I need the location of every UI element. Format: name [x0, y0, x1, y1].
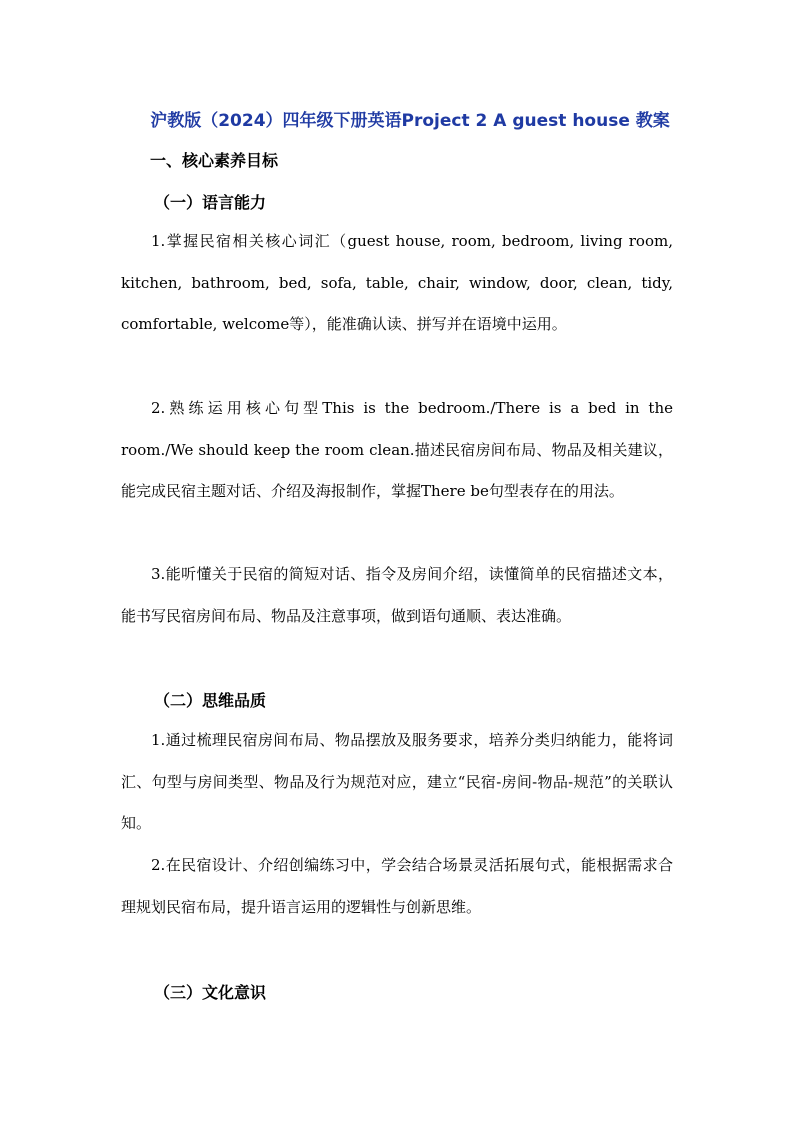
- subsection-heading-language: （一）语言能力: [154, 193, 267, 212]
- paragraph-thinking-1: 1.通过梳理民宿房间布局、物品摆放及服务要求，培养分类归纳能力，能将词汇、句型与房间类型、物品及行为规范对应，建立“民宿-房间-物品-规范”的关联认知。: [121, 731, 673, 832]
- subsection-heading-culture: （三）文化意识: [154, 983, 267, 1002]
- paragraph-language-2: 2.熟练运用核心句型This is the bedroom./There is a bed in the room./We should keep the room clean.描述民宿房间布局、物品及相关建议，能完成民宿主题对话、介绍及海报制作，掌握There be句型表存在的用法。: [121, 399, 673, 500]
- paragraph-thinking-2: 2.在民宿设计、介绍创编练习中，学会结合场景灵活拓展句式，能根据需求合理规划民宿布局，提升语言运用的逻辑性与创新思维。: [121, 856, 673, 916]
- subsection-heading-thinking: （二）思维品质: [154, 691, 267, 710]
- document-title: 沪教版（2024）四年级下册英语Project 2 A guest house 教案: [150, 111, 670, 131]
- paragraph-language-3: 3.能听懂关于民宿的简短对话、指令及房间介绍，读懂简单的民宿描述文本，能书写民宿房间布局、物品及注意事项，做到语句通顺、表达准确。: [121, 565, 673, 625]
- section-heading-core-goals: 一、核心素养目标: [150, 151, 279, 170]
- paragraph-language-1: 1.掌握民宿相关核心词汇（guest house, room, bedroom, living room, kitchen, bathroom, bed, sofa, table, chair, window, door, clean, tidy, comfortable, welcome等），能准确认读、拼写并在语境中运用。: [121, 232, 673, 333]
